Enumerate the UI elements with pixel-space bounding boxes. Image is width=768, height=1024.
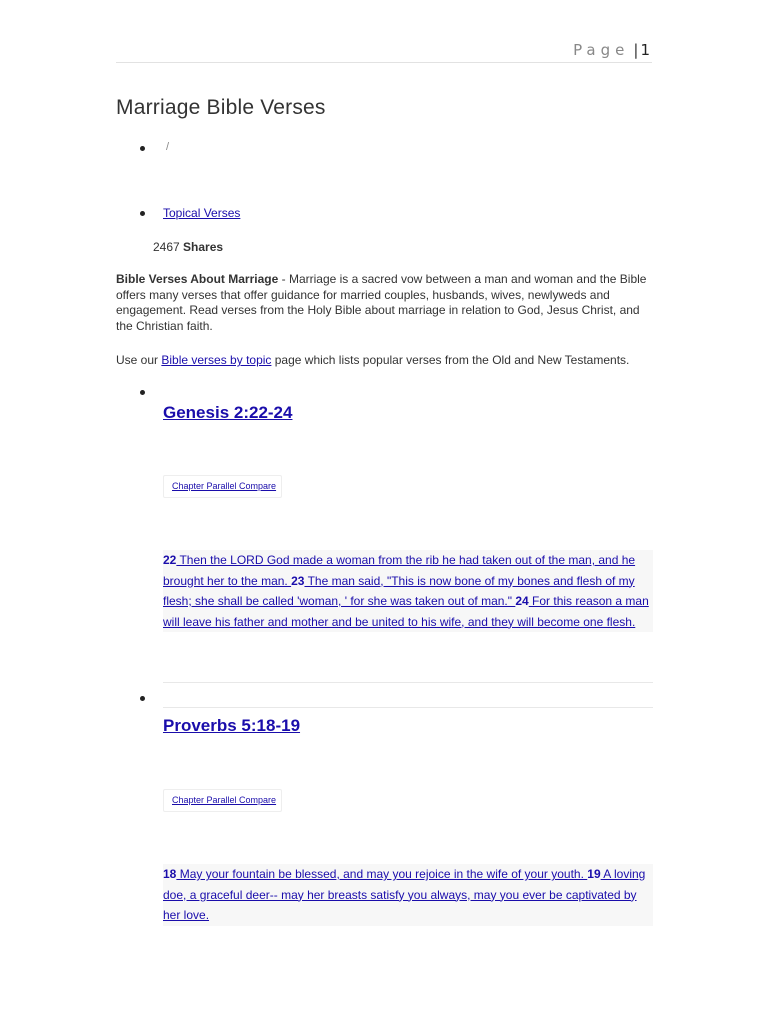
verse-part: May your fountain be blessed, and may you rejoice in the wife of your youth.: [176, 867, 588, 881]
breadcrumb-separator: /: [166, 141, 170, 153]
page-separator: |: [633, 41, 639, 59]
verse-number: 19: [587, 867, 601, 881]
verse-number: 18: [163, 867, 177, 881]
intro-paragraph: [116, 272, 652, 334]
verse-text[interactable]: [163, 864, 653, 926]
verse-part: For this reason a man will leave his father and mother and be united to his wife, and they will become one flesh.: [163, 594, 649, 629]
verse-reference-link[interactable]: Proverbs 5:18-19: [163, 716, 301, 735]
page-title: Marriage Bible Verses: [116, 96, 326, 119]
verse-number: 24: [515, 594, 529, 608]
verse-part: A loving doe, a graceful deer-- may her breasts satisfy you always, may you ever be captivated by her love.: [163, 867, 646, 922]
list-bullet: [140, 211, 145, 216]
topical-verses-link[interactable]: Topical Verses: [163, 206, 241, 220]
page-header: [116, 40, 652, 63]
share-count-label: Shares: [183, 240, 224, 254]
verse-actions-button[interactable]: [163, 789, 282, 812]
page-word: Page: [573, 41, 630, 59]
verse-part: The man said, "This is now bone of my bones and flesh of my flesh; she shall be called 'woman, ' for she was taken out of man.": [163, 573, 635, 608]
topic-suffix: page which lists popular verses from the Old and New Testaments.: [271, 353, 630, 367]
verse-number: 23: [291, 573, 305, 588]
intro-bold: Bible Verses About Marriage: [116, 272, 279, 286]
verse-number: 22: [163, 553, 177, 567]
topic-paragraph: [116, 353, 629, 367]
intro-text: - Marriage is a sacred vow between a man and woman and the Bible offers many verses that offer guidance for married couples, husbands, wives, newlyweds and engagement. Read verses from the Holy Bible about marriage in relation to God, Jesus Christ, and the Christian faith.: [116, 272, 647, 333]
share-count-value: 2467: [153, 240, 180, 254]
topic-prefix: Use our: [116, 353, 162, 367]
divider: [163, 707, 653, 708]
verse-reference-link[interactable]: Genesis 2:22-24: [163, 403, 293, 422]
page-number-label: [573, 41, 650, 59]
list-bullet: [140, 390, 145, 395]
verse-part: Then the LORD God made a woman from the rib he had taken out of the man, and he brought her to the man.: [163, 553, 636, 588]
share-count: [153, 240, 223, 254]
verse-actions-button[interactable]: [163, 475, 282, 498]
page-number: 1: [640, 41, 650, 59]
divider: [163, 682, 653, 683]
verse-actions-label: Chapter Parallel Compare: [172, 795, 277, 805]
bible-verses-by-topic-link[interactable]: Bible verses by topic: [161, 353, 272, 367]
list-bullet: [140, 146, 145, 151]
verse-actions-label: Chapter Parallel Compare: [172, 481, 277, 491]
list-bullet: [140, 696, 145, 701]
verse-text[interactable]: [163, 550, 653, 632]
